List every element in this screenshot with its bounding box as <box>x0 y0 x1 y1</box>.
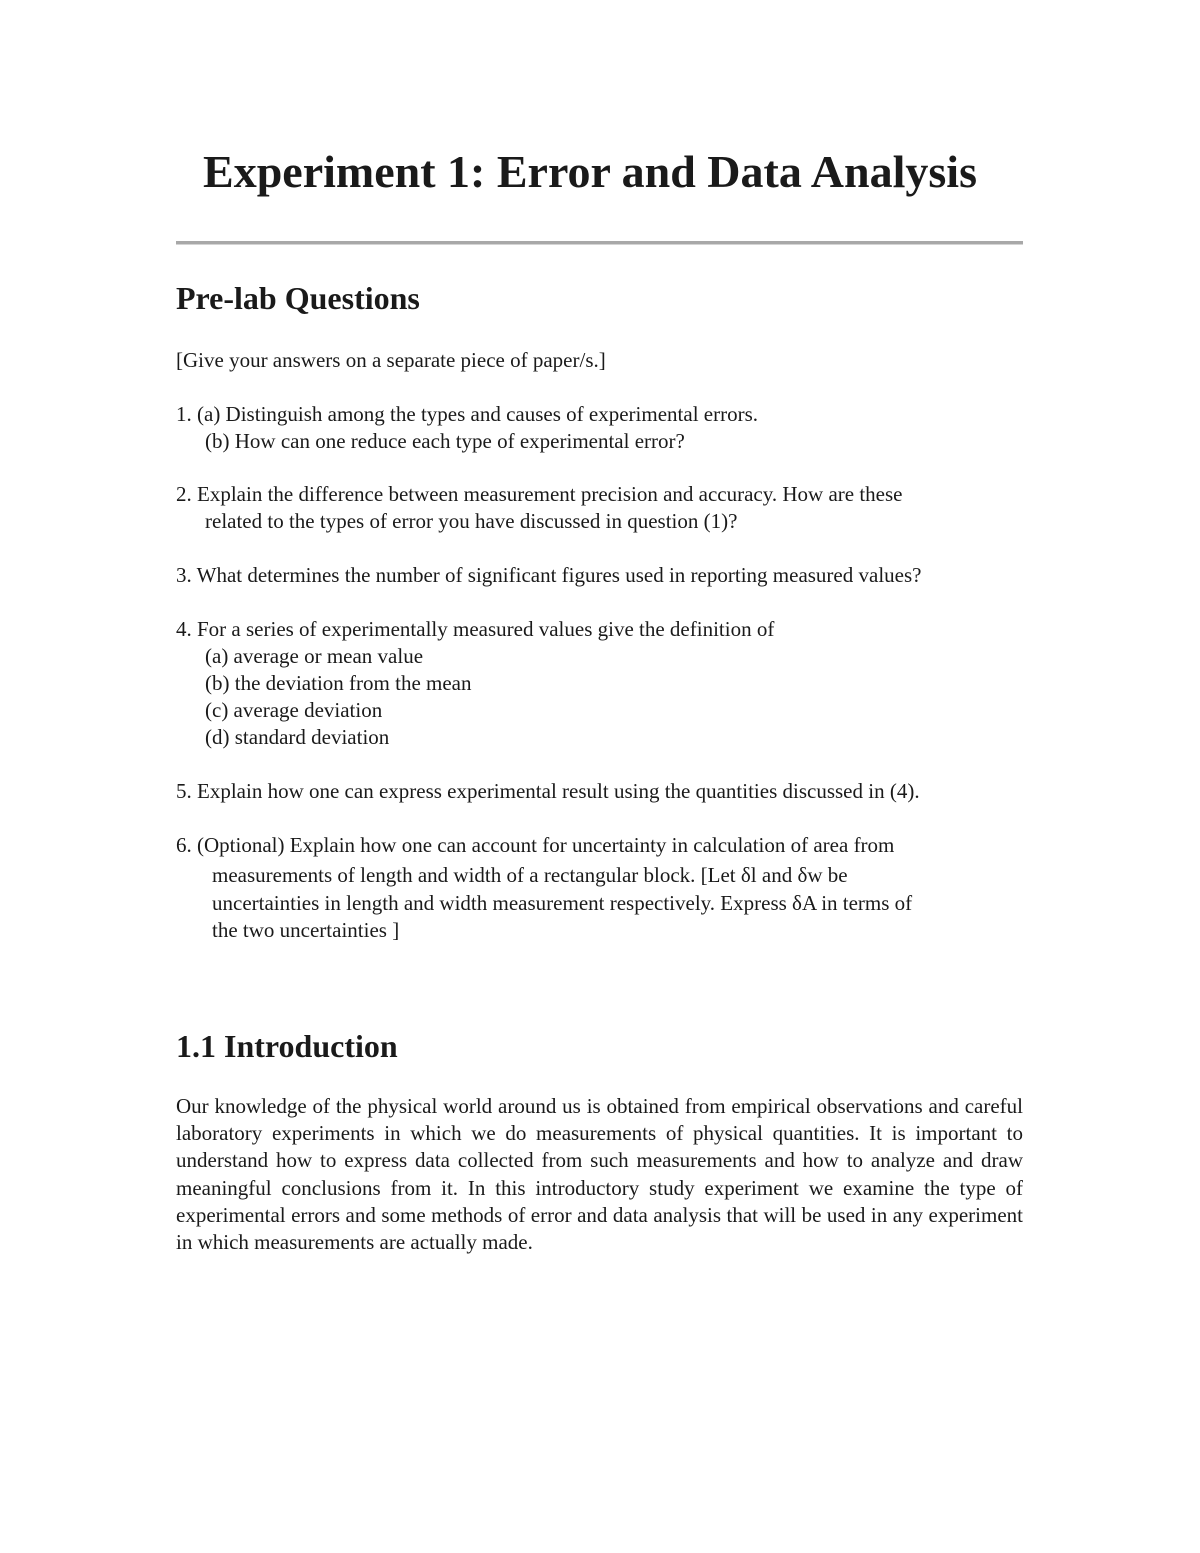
introduction-heading: 1.1 Introduction <box>176 1028 398 1064</box>
prelab-instruction: [Give your answers on a separate piece of paper/s.] <box>176 348 606 372</box>
question-1a: 1. (a) Distinguish among the types and causes of experimental errors. <box>176 402 759 426</box>
introduction-paragraph: Our knowledge of the physical world around us is obtained from empirical observations and careful laboratory experiments in which we do measurements of physical quantities. It is important to understand how to express data collected from such measurements and how to analyze and draw meaningful conclusions from it. In this introductory study experiment we examine the type of experimental errors and some methods of error and data analysis that will be used in any experiment in which measurements are actually made. <box>176 1094 1023 1255</box>
question-6-line-1: 6. (Optional) Explain how one can account for uncertainty in calculation of area from <box>176 833 895 857</box>
title-divider <box>176 241 1023 245</box>
prelab-heading: Pre-lab Questions <box>176 280 420 316</box>
question-4c: (c) average deviation <box>205 698 383 722</box>
page-title: Experiment 1: Error and Data Analysis <box>203 146 977 197</box>
question-6-line-2: measurements of length and width of a rectangular block. [Let δl and δw be <box>212 863 848 887</box>
question-2-line-2: related to the types of error you have discussed in question (1)? <box>205 509 738 533</box>
question-4a: (a) average or mean value <box>205 644 424 668</box>
question-4-stem: 4. For a series of experimentally measured values give the definition of <box>176 617 775 641</box>
question-2-line-1: 2. Explain the difference between measurement precision and accuracy. How are these <box>176 482 903 506</box>
question-5: 5. Explain how one can express experimental result using the quantities discussed in (4). <box>176 779 920 803</box>
question-3: 3. What determines the number of significant figures used in reporting measured values? <box>176 563 922 587</box>
question-6-line-4: the two uncertainties ] <box>212 918 400 942</box>
question-4b: (b) the deviation from the mean <box>205 671 472 695</box>
question-6-line-3: uncertainties in length and width measurement respectively. Express δA in terms of <box>212 891 913 915</box>
question-1b: (b) How can one reduce each type of experimental error? <box>205 429 685 453</box>
question-4d: (d) standard deviation <box>205 725 390 749</box>
